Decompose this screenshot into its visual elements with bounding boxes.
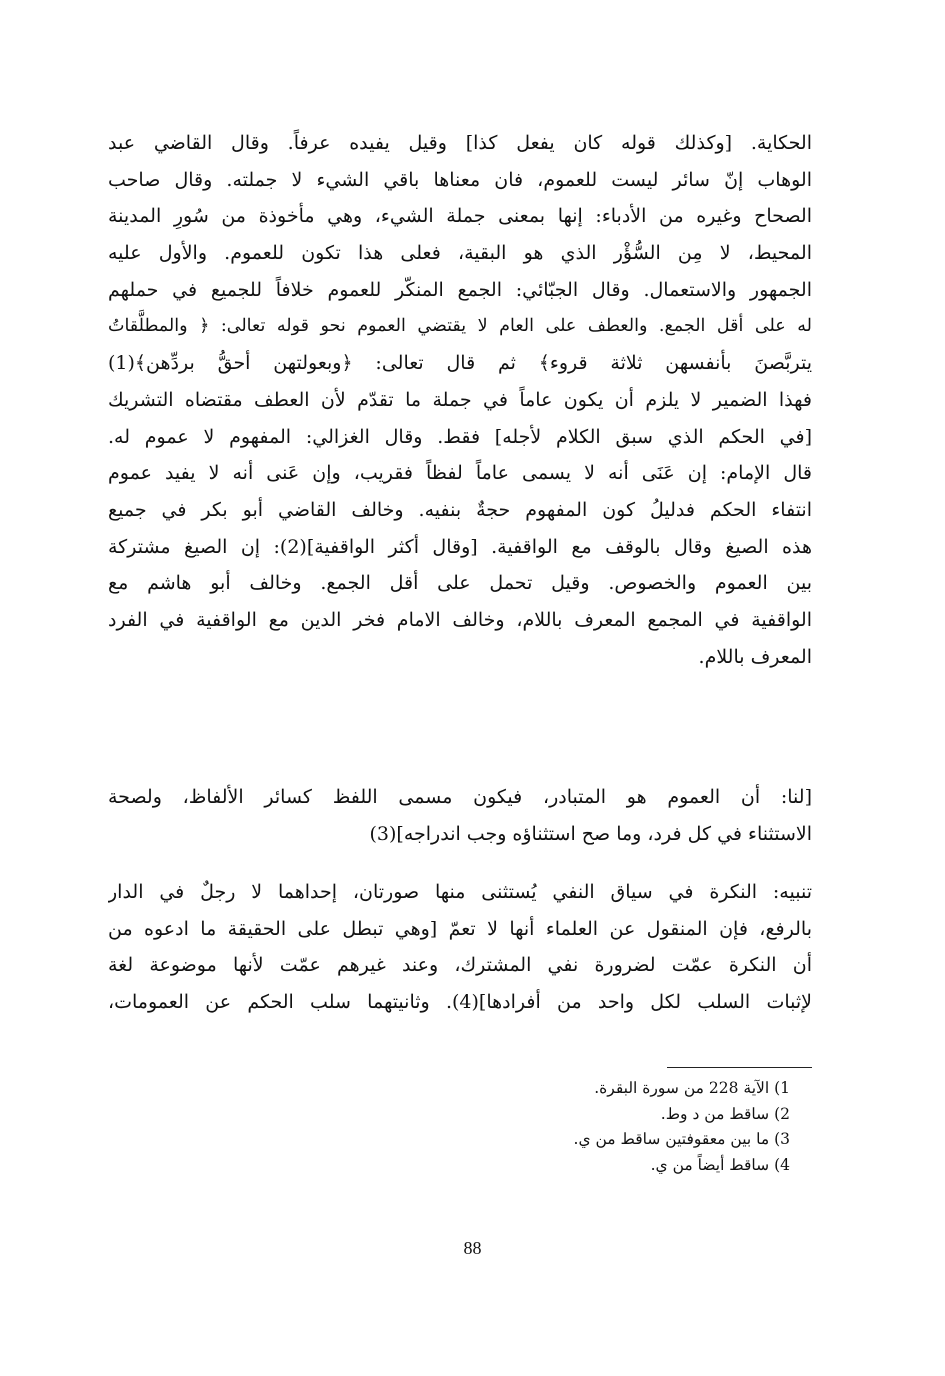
text-line: لإثبات السلب لكل واحد من أفرادها](4). وثانيتهما سلب الحكم عن العمومات، <box>108 991 812 1014</box>
text-line: فهذا الضمير لا يلزم أن يكون عاماً في جملة ما تقدّم لأن العطف مقتضاه التشريك <box>108 388 812 411</box>
footnote-item: 4) ساقط أيضاً من ي. <box>650 1155 790 1174</box>
text-line: تنبيه: النكرة في سياق النفي يُستثنى منها صورتان، إحداهما لا رجلٌ في الدار <box>108 881 812 903</box>
paragraph-note <box>108 874 812 1021</box>
footnotes <box>400 1076 790 1178</box>
text-line: أن النكرة عمّت لضرورة نفي المشترك، وعند غيرهم عمّت لأنها موضوعة لغة <box>108 954 812 977</box>
text-line: قال الإمام: إن عَنَى أنه لا يسمى عاماً لفظاً فقريب، وإن عَنى أنه لا يفيد عموم <box>108 462 812 485</box>
text-line: بالرفع، فإن المنقول عن العلماء أنها لا تعمّ [وهي تبطل على الحقيقة ما ادعوه من <box>108 917 812 940</box>
text-line: الصحاح وغيره من الأدباء: إنها بمعنى جملة الشيء، وهي مأخوذة من سُورِ المدينة <box>108 205 812 228</box>
footnote-item: 2) ساقط من د وط. <box>660 1104 790 1123</box>
footnote-item: 1) الآية 228 من سورة البقرة. <box>594 1079 790 1097</box>
text-line: [في الحكم الذي سبق الكلام لأجله] فقط. وقال الغزالي: المفهوم لا عموم له. <box>108 425 812 448</box>
footnote-divider <box>667 1067 812 1068</box>
text-line: انتفاء الحكم فدليلُ كون المفهوم حجةٌ بنفيه. وخالف القاضي أبو بكر في جميع <box>108 498 812 521</box>
text-line: الواقفية في المجمع المعرف باللام، وخالف الامام فخر الدين مع الواقفية في الفرد <box>108 608 812 631</box>
text-line: الحكاية. [وكذلك قوله كان يفعل كذا] وقيل يفيده عرفاً. وقال القاضي عبد <box>108 132 812 154</box>
text-line: الاستثناء في كل فرد، وما صح استثناؤه وجب اندراجه](3) <box>369 822 812 845</box>
text-line: الجمهور والاستعمال. وقال الجبّائي: الجمع المنكّر للعموم خلافاً للجميع في حملهم <box>108 278 812 301</box>
text-line: هذه الصيغ وقال بالوقف مع الواقفية. [وقال أكثر الواقفية](2): إن الصيغ مشتركة <box>108 535 812 558</box>
text-line: المحيط، لا مِن السُّؤْر الذي هو البقية، فعلى هذا تكون للعموم. والأول عليه <box>108 242 812 265</box>
text-line: المعرف باللام. <box>698 645 812 668</box>
text-line: بين العموم والخصوص. وقيل تحمل على أقل الجمع. وخالف أبو هاشم مع <box>108 572 812 595</box>
text-line: يتربَّصنَ بأنفسهن ثلاثة قروء﴾ ثم قال تعالى: ﴿وبعولتهن أحقُّ بردِّهن﴾(1) <box>108 352 812 375</box>
footnote-item: 3) ما بين معقوفتين ساقط من ي. <box>573 1130 790 1148</box>
page-number: 88 <box>463 1238 482 1258</box>
text-line: الوهاب إنّ سائر ليست للعموم، فان معناها باقي الشيء لا جملته. وقال صاحب <box>108 168 812 191</box>
paragraph-main <box>108 125 812 675</box>
text-line: [لنا: أن العموم هو المتبادر، فيكون مسمى اللفظ كسائر الألفاظ، ولصحة <box>108 786 812 808</box>
text-line: له على أقل الجمع. والعطف على العام لا يقتضي العموم نحو قوله تعالى: ﴿ والمطلَّقاتُ <box>108 316 812 337</box>
paragraph-argument <box>108 779 812 852</box>
